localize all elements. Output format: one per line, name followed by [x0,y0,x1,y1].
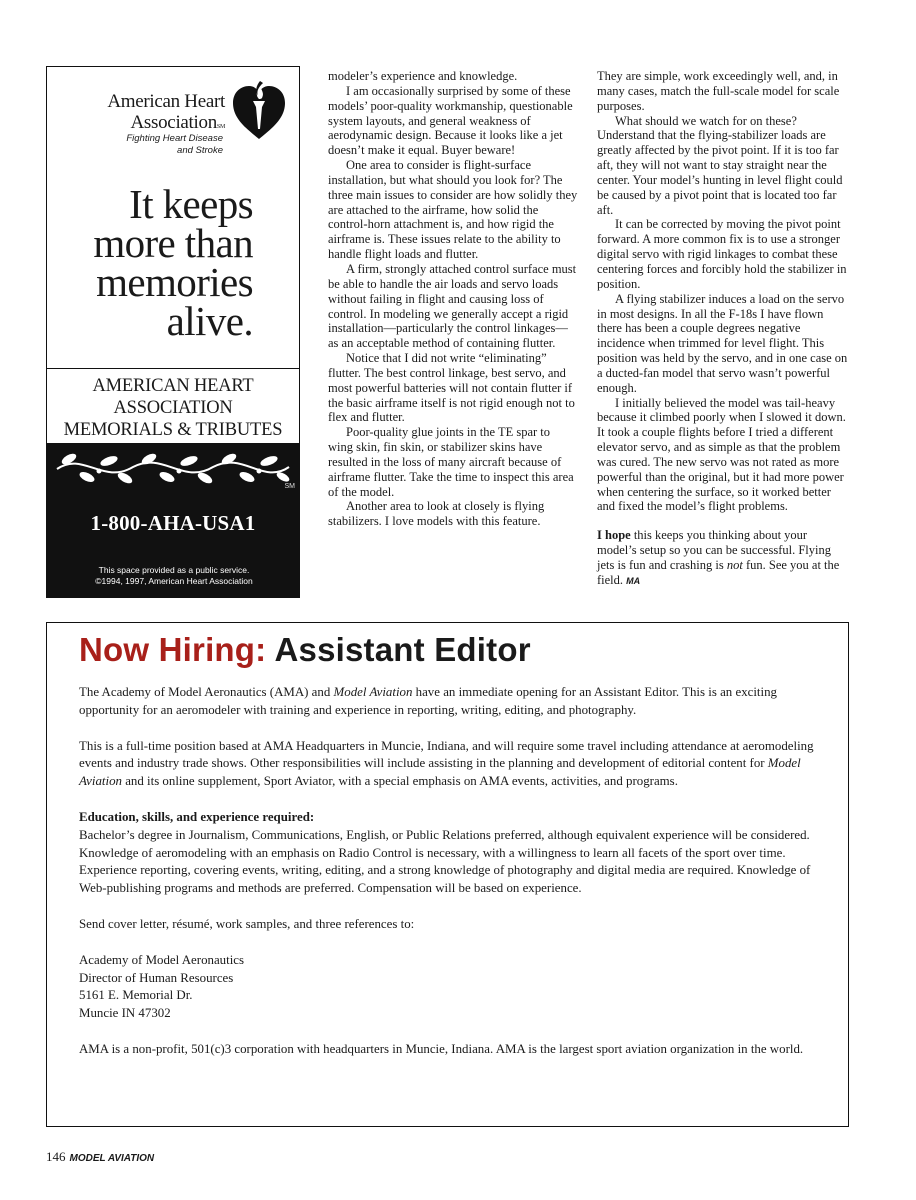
closing-text: fun. See you at the field. [597,558,840,587]
hiring-text: have an immediate opening for an Assistant Editor. This is an exciting opportunity for an aeromodeler with training and experience in reporting, writing, editing, and photography. [79,685,777,717]
article-paragraph: What should we watch for on these? Understand that the flying-stabilizer loads are greatly affected by the pivot point. If it is too far aft, they will not want to stay straight near the center. Your model’s hunting in level flight could be caused by a pivot point that is located too far aft. [597,113,843,217]
hiring-title-red: Now Hiring: [79,631,267,668]
torch-heart-icon [229,77,289,143]
requirements-text: Bachelor’s degree in Journalism, Communications, English, or Public Relations preferred, although equivalent experience will be considered. Knowledge of aeromodeling with an emphasis on Radio Control is necessary, with a willingness to learn all facets of the sport over time. Experience reporting, covering events, writing, editing, and a strong knowledge of photography and digital media are required. Knowledge of Web-publishing programs and methods are preferred. Compensation will be based on experience. [79,827,811,896]
aha-org-line2: Association [130,112,217,133]
hiring-paragraph [79,738,824,791]
article-paragraph: I initially believed the model was tail-heavy because it climbed poorly when I slowed it down. It took a couple flights before I tried a different elevator servo, and as simple as that the problem was cured. The new servo was not rated as more powerful than the original, but it had more power when centering the surface, so it worked better and fixed the model’s flight problems. [597,395,846,514]
closing-emphasis: not [726,558,743,572]
article-paragraph: A firm, strongly attached control surface must be able to handle the air loads and servo loads without failing in flight and causing loss of control. In modeling we generally accept a rigid installation—particularly the control linkages—as an acceptable method of containing flutter. [328,261,577,351]
article-column-1 [328,69,578,529]
address-line: 5161 E. Memorial Dr. [79,988,193,1003]
article-paragraph: Another area to look at closely is flying stabilizers. I love models with this feature. [328,499,545,529]
aha-tagline-line1: Fighting Heart Disease [126,133,223,144]
aha-service-mark: SM [284,483,295,490]
aha-advertisement [46,66,300,598]
closing-text: this keeps you thinking about your model’s setup so you can be successful. Flying jets is fun and crashing is [597,528,831,572]
address-line: Academy of Model Aeronautics [79,952,245,967]
hiring-notice-box [46,622,849,1127]
aha-tagline [47,133,223,157]
article-paragraph: Poor-quality glue joints in the TE spar to wing skin, fin skin, or stabilizer skins have resulted in the loss of many aircraft because of airframe flutter. Take the time to inspect this area of the model. [328,425,574,499]
hiring-address [79,952,824,1023]
aha-org-line1: American Heart [107,91,225,112]
aha-slogan-line: memories [96,259,253,305]
aha-slogan-line: alive. [166,298,253,344]
aha-slogan [47,181,253,344]
hiring-emphasis: Model Aviation [333,685,413,699]
aha-slogan-line: It keeps [129,181,253,227]
aha-tagline-line2: and Stroke [177,145,223,156]
hiring-text: and its online supplement, Sport Aviator, with a special emphasis on AMA events, activities, and programs. [121,774,678,789]
article-closing-paragraph [597,528,849,588]
aha-org-name [47,91,225,138]
aha-divider [47,368,299,369]
article-paragraph: One area to consider is flight-surface installation, but what should you look for? The three main issues to consider are how solidly they are attached to the airframe, how solid the control-horn attachment is, and how rigid the airframe is. These issues relate to the ability to handle flight loads and flutter. [328,158,578,262]
article-paragraph: Notice that I did not write “eliminating” flutter. The best control linkage, best servo, and most powerful batteries will not contain flutter if the basic airframe itself is not rigid enough not to flex and flutter. [328,351,575,425]
article-paragraph: modeler’s experience and knowledge. [328,69,518,83]
hiring-about: AMA is a non-profit, 501(c)3 corporation with headquarters in Muncie, Indiana. AMA is the largest sport aviation organization in the world. [79,1041,804,1056]
magazine-name: MODEL AVIATION [69,1153,155,1164]
hiring-title [79,631,531,669]
article-paragraph: I am occasionally surprised by some of these models’ poor-quality workmanship, questionable system layouts, and general weakness of aerodynamic design. Because it looks like a jet doesn’t make it equal. Buyer beware! [328,83,573,158]
hiring-text: The Academy of Model Aeronautics (AMA) and [79,685,334,699]
aha-credit-line2: ©1994, 1997, American Heart Association [95,576,253,586]
aha-credit [57,565,291,587]
end-mark: MA [626,575,641,586]
hiring-emphasis: Model Aviation [79,756,801,789]
hiring-paragraph [79,684,824,720]
requirements-heading: Education, skills, and experience required: [79,809,315,824]
aha-credit-line1: This space provided as a public service. [98,565,250,575]
aha-black-panel [47,443,299,597]
closing-lead-in: I hope [597,528,631,543]
aha-slogan-line: more than [93,220,253,266]
aha-memorials-line: MEMORIALS & TRIBUTES [63,420,283,440]
article-paragraph: They are simple, work exceedingly well, and, in many cases, match the full-scale model for scale purposes. [597,69,840,113]
article-paragraph: It can be corrected by moving the pivot point forward. A more common fix is to use a stronger digital servo with rigid linkages to combat these centering forces and forcibly hold the stabilizer in position. [597,217,847,291]
hiring-text: This is a full-time position based at AMA Headquarters in Muncie, Indiana, and will require some travel including attendance at aeromodeling events and industry trade shows. Other responsibilities will include assisting in the planning and development of editorial content for [79,738,814,771]
leaf-vine-ornament [53,447,293,487]
page-footer [46,1150,154,1166]
article-column-2 [597,69,849,589]
address-line: Director of Human Resources [79,970,234,985]
page-number: 146 [46,1149,66,1164]
article-paragraph: A flying stabilizer induces a load on the servo in most designs. In all the F-18s I have flown there has been a couple degrees negative incidence when trimmed for level flight. This position was held by the servo, and in one case on a ducted-fan model that servo wasn’t powerful enough. [597,291,848,395]
hiring-body [79,684,824,1077]
aha-memorials-line: AMERICAN HEART [92,376,254,396]
aha-phone-number: 1-800-AHA-USA1 [90,511,256,535]
aha-memorials-line: ASSOCIATION [113,398,233,418]
hiring-requirements [79,809,824,898]
hiring-send-instructions: Send cover letter, résumé, work samples, and three references to: [79,916,415,931]
aha-org-mark: SM [216,124,225,130]
address-line: Muncie IN 47302 [79,1006,171,1021]
hiring-title-black: Assistant Editor [266,631,531,668]
aha-memorials-heading [47,375,299,441]
